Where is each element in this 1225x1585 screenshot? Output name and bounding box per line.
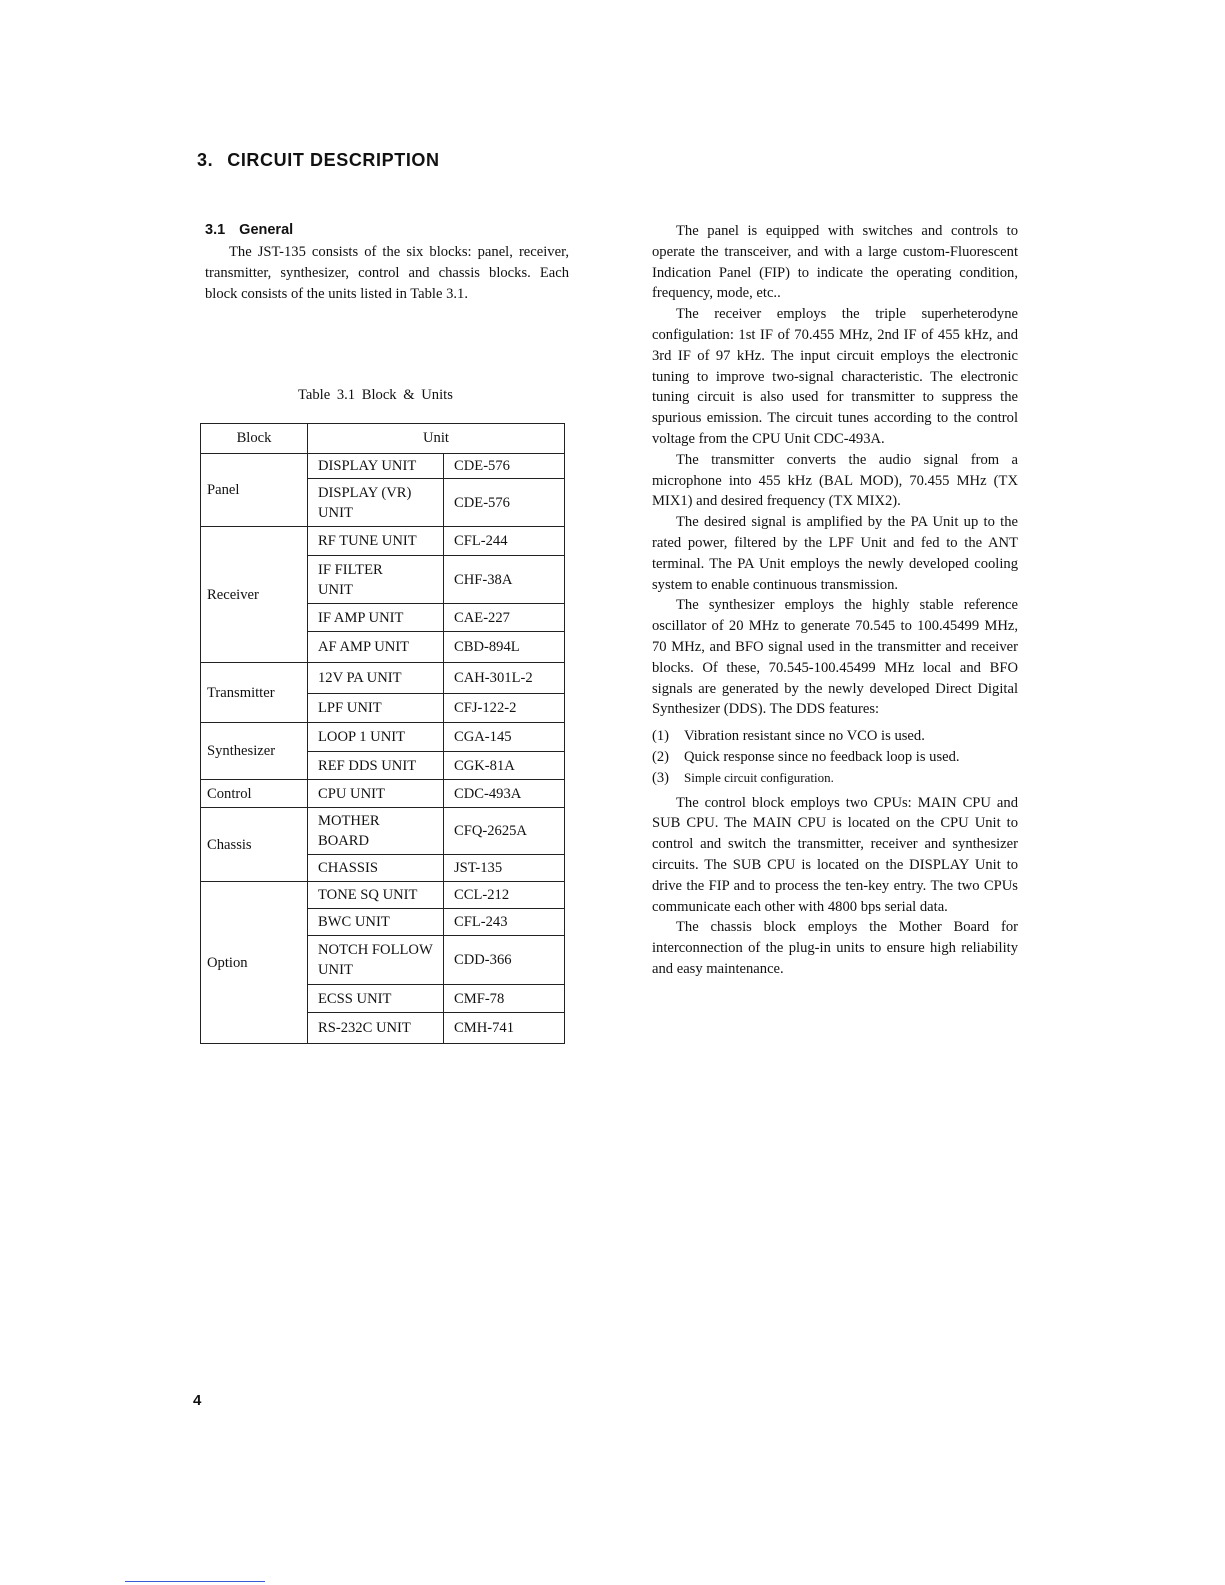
table-row: BWC UNIT CFL-243 [201,909,565,936]
table-row: DISPLAY (VR) UNIT CDE-576 [201,479,565,527]
scan-artifact-line [125,1581,265,1582]
paragraph: The synthesizer employs the highly stable reference oscillator of 20 MHz to generate 70.545 to 100.45499 MHz, 70 MHz, and BFO signal used in the transmitter and receiver blocks. Of these, 70.545-100.45499 MHz local and BFO signals are generated by the newly developed Direct Digital Synthesizer (DDS). The DDS features: [652,597,1018,718]
header-block: Block [201,424,308,454]
block-units-table [200,423,565,1044]
paragraph: The chassis block employs the Mother Board for interconnection of the plug-in units to ensure high reliability and easy maintenance. [652,919,1018,977]
table-row: AF AMP UNIT CBD-894L [201,632,565,663]
paragraph: The control block employs two CPUs: MAIN CPU and SUB CPU. The MAIN CPU is located on the CPU Unit to control and switch the transmitter, receiver and synthesizer circuits. The SUB CPU is located on the DISPLAY Unit to drive the FIP and to process the ten-key entry. The two CPUs communicate each other with 4800 bps serial data. [652,794,1018,915]
left-column [205,242,569,304]
paragraph: The JST-135 consists of the six blocks: panel, receiver, transmitter, synthesizer, control and chassis blocks. Each block consists of the units listed in Table 3.1. [205,244,569,302]
table-row: Receiver RF TUNE UNIT CFL-244 [201,527,565,556]
table-row: REF DDS UNIT CGK-81A [201,752,565,780]
paragraph: The panel is equipped with switches and controls to operate the transceiver, and with a large custom-Fluorescent Indication Panel (FIP) to indicate the operating condition, frequency, mode, etc.. [652,223,1018,302]
table-row: IF AMP UNIT CAE-227 [201,604,565,632]
chapter-heading: 3. CIRCUIT DESCRIPTION [197,150,440,170]
table-row: CHASSIS JST-135 [201,855,565,882]
paragraph: The receiver employs the triple superheterodyne configulation: 1st IF of 70.455 MHz, 2nd IF of 455 kHz, and 3rd IF of 97 kHz. The input circuit employs the electronic tuning to improve two-signal characteristic. The electronic tuning circuit is also used for transmitter to suppress the spurious emission. The circuit tunes according to the control voltage from the CPU Unit CDC-493A. [652,306,1018,447]
table-row: ECSS UNIT CMF-78 [201,985,565,1013]
table-header-row [201,424,565,454]
table-row: Option TONE SQ UNIT CCL-212 [201,882,565,909]
list-item: (2) Quick response since no feedback loop is used. [652,748,960,765]
table-row: Chassis MOTHER BOARD CFQ-2625A [201,808,565,855]
section-heading: 3.1 General [205,222,294,238]
right-column [652,221,1018,980]
list-item: (1) Vibration resistant since no VCO is used. [652,728,925,745]
paragraph: The desired signal is amplified by the PA Unit up to the rated power, filtered by the LPF Unit and fed to the ANT terminal. The PA Unit employs the newly developed cooling system to enable continuous transmission. [652,514,1018,593]
table-row: Synthesizer LOOP 1 UNIT CGA-145 [201,723,565,752]
table-row: IF FILTER UNIT CHF-38A [201,556,565,604]
list-item: (3) Simple circuit configuration. [652,769,834,786]
table-row: Panel DISPLAY UNIT CDE-576 [201,454,565,479]
paragraph: The transmitter converts the audio signal from a microphone into 455 kHz (BAL MOD), 70.455 MHz (TX MIX1) and desired frequency (TX MIX2). [652,451,1018,510]
page-number: 4 [193,1392,202,1409]
table-caption: Table 3.1 Block & Units [298,387,453,403]
table-row: NOTCH FOLLOW UNIT CDD-366 [201,936,565,985]
table-row: LPF UNIT CFJ-122-2 [201,694,565,723]
table-row: RS-232C UNIT CMH-741 [201,1013,565,1044]
header-unit: Unit [308,424,565,454]
table-row: Control CPU UNIT CDC-493A [201,780,565,808]
dds-features-list [652,726,1018,788]
table-row: Transmitter 12V PA UNIT CAH-301L-2 [201,663,565,694]
